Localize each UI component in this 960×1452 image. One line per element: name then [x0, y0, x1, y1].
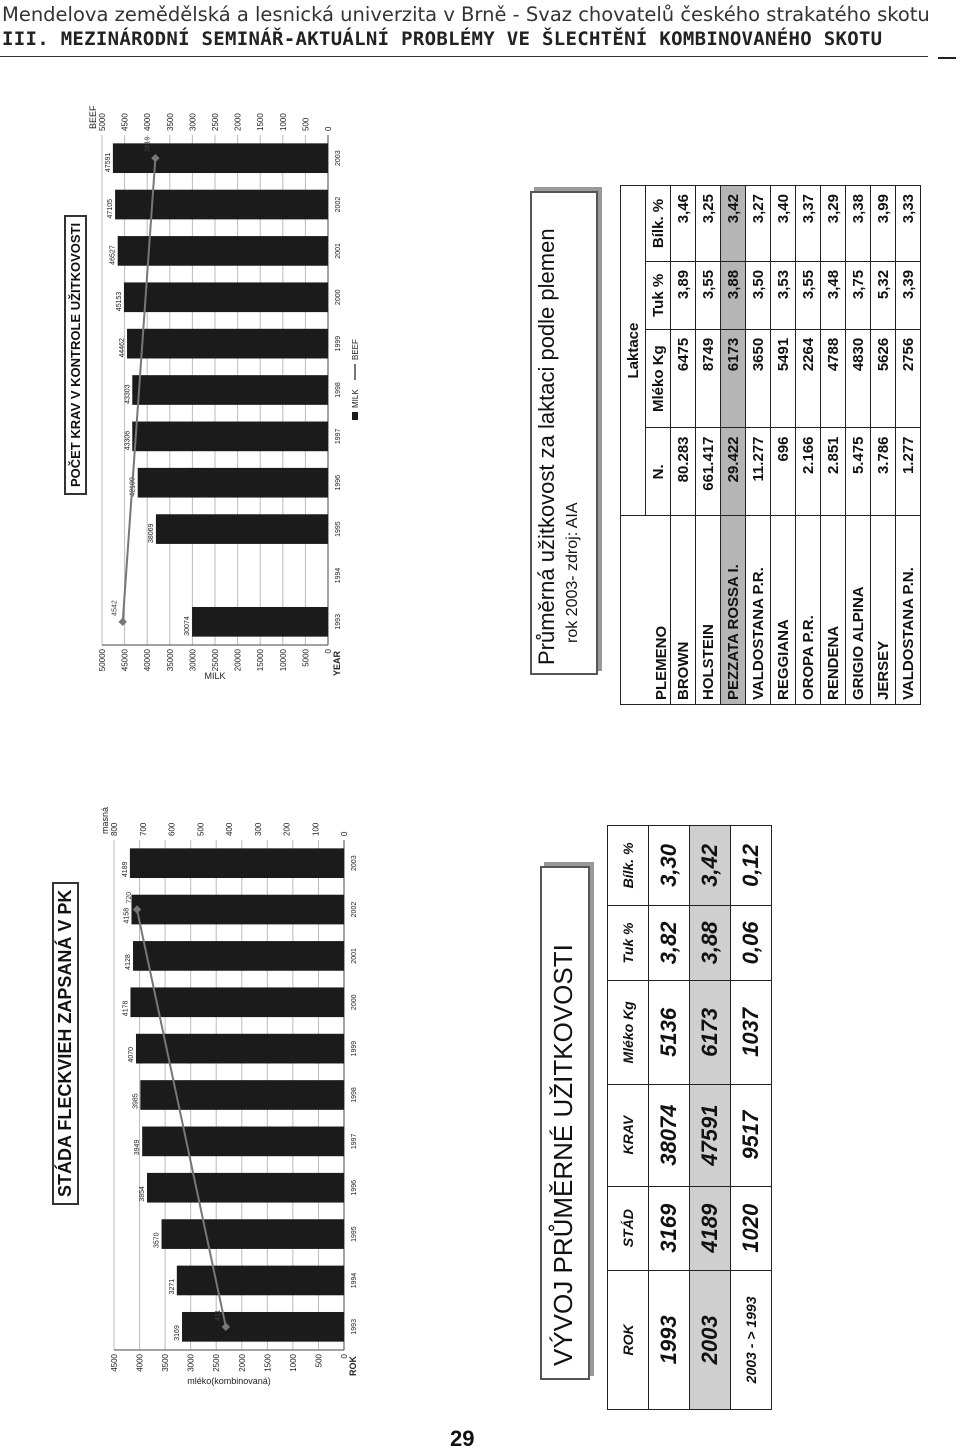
- bar: [162, 1219, 344, 1249]
- table-cell: 2003 - > 1993: [731, 1270, 772, 1409]
- y2-tick-label: 5000: [98, 113, 107, 131]
- bar: [133, 941, 344, 971]
- bar: [177, 1266, 344, 1296]
- table-cell: 3,75: [846, 261, 871, 329]
- y2-tick-label: 2000: [233, 113, 243, 131]
- y2-tick-label: 2500: [211, 113, 220, 131]
- table-cell: 6173: [690, 981, 731, 1085]
- column-header: Mléko Kg: [608, 981, 649, 1085]
- italy-banner: [530, 191, 598, 675]
- y2-tick-label: 4000: [143, 113, 153, 131]
- czech-panel: [52, 806, 872, 1410]
- table-cell: VALDOSTANA P.R.: [746, 516, 771, 705]
- table-row: [771, 186, 796, 705]
- x-tick-label: 2003: [351, 855, 358, 871]
- x-tick-label: 2003: [335, 150, 342, 166]
- table-cell: 2.851: [821, 428, 846, 516]
- table-row: [671, 186, 696, 705]
- bar: [182, 1309, 344, 1342]
- bar: [130, 987, 344, 1017]
- table-row: [721, 186, 746, 705]
- y-tick-label: 2500: [212, 1354, 222, 1372]
- x-tick-label: 2000: [335, 289, 342, 306]
- bar-value-label: 47591: [104, 152, 112, 173]
- y2-tick-label: 700: [138, 822, 148, 836]
- y-tick-label: 5000: [301, 649, 311, 667]
- table-cell: 5136: [649, 981, 690, 1085]
- x-tick-label: 1999: [351, 1040, 358, 1057]
- bar: [142, 1127, 344, 1157]
- bar-value-label: 30074: [184, 616, 192, 636]
- x-tick-label: 2000: [351, 994, 358, 1011]
- legend-label: BEEF: [351, 339, 360, 360]
- bar: [127, 329, 328, 359]
- italy-chart-title: POČET KRAV V KONTROLE UŽITKOVOSTI: [64, 215, 87, 495]
- italy-panel: [60, 105, 917, 705]
- bar: [131, 895, 344, 925]
- table-row: [649, 826, 690, 1410]
- bar-value-label: 43306: [124, 430, 132, 451]
- table-cell: 0,12: [731, 826, 772, 906]
- table-row: [896, 186, 921, 705]
- bar: [124, 282, 328, 312]
- y2-tick-label: 0: [340, 831, 349, 836]
- column-header: PLEMENO: [621, 516, 671, 705]
- x-tick-label: 1993: [351, 1319, 358, 1335]
- point-value-label: 411: [214, 1309, 222, 1321]
- table-cell: 3,89: [671, 261, 696, 329]
- table-cell: 3,39: [896, 261, 921, 329]
- legend-swatch: [352, 412, 358, 420]
- x-tick-label: 1998: [351, 1087, 358, 1103]
- y2-tick-label: 400: [225, 822, 234, 836]
- column-header: ROK: [608, 1270, 649, 1409]
- table-cell: 3650: [746, 329, 771, 428]
- y2-tick-label: 3000: [188, 113, 198, 131]
- x-tick-label: 1998: [335, 382, 342, 398]
- table-cell: 4830: [846, 329, 871, 428]
- czech-banner: [540, 866, 590, 1380]
- y2-tick-label: 1000: [278, 113, 288, 131]
- bar-value-label: 3169: [174, 1325, 182, 1341]
- y-tick-label: 0: [340, 1354, 349, 1359]
- table-cell: 3,38: [846, 186, 871, 262]
- y-tick-label: 2000: [237, 1354, 247, 1372]
- bar: [130, 848, 344, 878]
- table-cell: 3.786: [871, 428, 896, 516]
- table-cell: 3,55: [696, 261, 721, 329]
- bar-value-label: 4128: [125, 954, 133, 970]
- y2-tick-label: 800: [110, 822, 119, 836]
- x-tick-label: 1996: [351, 1179, 358, 1196]
- bar-value-label: 4178: [122, 1000, 130, 1017]
- y2-tick-label: 500: [301, 117, 311, 131]
- y-tick-label: 10000: [278, 649, 288, 672]
- table-cell: 80.283: [671, 428, 696, 516]
- bar-value-label: 3271: [168, 1278, 176, 1295]
- table-cell: BROWN: [671, 516, 696, 705]
- y2-axis-label: masná: [100, 806, 110, 834]
- table-cell: 3169: [649, 1186, 690, 1270]
- table-cell: 5626: [871, 329, 896, 428]
- y2-tick-label: 500: [196, 822, 206, 836]
- table-cell: 29.422: [721, 428, 746, 516]
- table-row: [846, 186, 871, 705]
- bar-value-label: 47105: [107, 198, 115, 219]
- table-row: [696, 186, 721, 705]
- x-tick-label: 2001: [335, 243, 342, 259]
- table-row: [821, 186, 846, 705]
- y-tick-label: 35000: [165, 649, 175, 672]
- table-cell: REGGIANA: [771, 516, 796, 705]
- czech-chart: [96, 790, 396, 1430]
- y2-tick-label: 300: [253, 822, 263, 836]
- y-tick-label: 0: [324, 649, 333, 654]
- table-cell: HOLSTEIN: [696, 516, 721, 705]
- table-cell: 3,48: [821, 261, 846, 329]
- bar-value-label: 3854: [139, 1186, 147, 1202]
- header-rule: [0, 56, 928, 57]
- table-cell: 3,55: [796, 261, 821, 329]
- column-header: N.: [646, 428, 671, 516]
- x-tick-label: 1996: [335, 474, 342, 491]
- czech-table: [607, 825, 772, 1410]
- table-cell: JERSEY: [871, 516, 896, 705]
- table-row: [746, 186, 771, 705]
- bar: [192, 607, 328, 637]
- table-cell: 3,50: [746, 261, 771, 329]
- table-cell: 6475: [671, 329, 696, 428]
- x-tick-label: 1997: [351, 1133, 358, 1150]
- table-cell: 3,82: [649, 905, 690, 980]
- bar-value-label: 38069: [147, 523, 155, 543]
- x-tick-label: 1994: [351, 1272, 358, 1289]
- table-row: [690, 826, 731, 1410]
- table-cell: 1020: [731, 1186, 772, 1270]
- italy-banner-subtitle: rok 2003- zdroj: AIA: [564, 502, 581, 643]
- y2-tick-label: 0: [324, 126, 333, 131]
- table-cell: 696: [771, 428, 796, 516]
- x-tick-label: 1995: [335, 521, 342, 537]
- y-tick-label: 25000: [211, 649, 220, 672]
- table-cell: 5,32: [871, 261, 896, 329]
- column-header: STÁD: [608, 1186, 649, 1270]
- bar-value-label: 4158: [123, 907, 131, 924]
- x-axis-label: YEAR: [332, 651, 342, 677]
- point-value-label: 720: [126, 891, 133, 904]
- table-cell: 3,33: [896, 186, 921, 262]
- italy-banner-title: Průměrná užitkovost za laktaci podle plemen: [534, 228, 559, 665]
- italy-chart: [90, 105, 390, 705]
- y-tick-label: 500: [314, 1354, 324, 1368]
- table-cell: 3,37: [796, 186, 821, 262]
- x-tick-label: 1994: [335, 567, 342, 584]
- table-header-row: [608, 826, 649, 1410]
- bar-value-label: 46527: [109, 245, 117, 265]
- table-cell: 5491: [771, 329, 796, 428]
- y-tick-label: 20000: [233, 649, 243, 672]
- table-cell: 11.277: [746, 428, 771, 516]
- column-header: Bílk. %: [646, 186, 671, 262]
- x-tick-label: 1995: [351, 1226, 358, 1242]
- column-header: Bílk. %: [608, 826, 649, 906]
- y-tick-label: 1500: [263, 1354, 273, 1372]
- table-cell: 2264: [796, 329, 821, 428]
- column-header: Mléko Kg: [646, 329, 671, 428]
- table-cell: RENDENA: [821, 516, 846, 705]
- table-row: [796, 186, 821, 705]
- table-cell: 47591: [690, 1084, 731, 1186]
- x-axis-label: ROK: [348, 1356, 358, 1376]
- y2-tick-label: 600: [167, 822, 177, 836]
- table-cell: GRIGIO ALPINA: [846, 516, 871, 705]
- x-tick-label: 2001: [351, 948, 358, 964]
- column-header: KRAV: [608, 1084, 649, 1186]
- bar: [156, 514, 328, 544]
- y2-tick-label: 200: [282, 822, 292, 836]
- y-tick-label: 50000: [98, 649, 107, 672]
- table-cell: OROPA P.R.: [796, 516, 821, 705]
- y-tick-label: 1000: [288, 1354, 298, 1372]
- header-line1: Mendelova zemědělská a lesnická univerzita v Brně - Svaz chovatelů českého strakatého skotu: [2, 3, 930, 26]
- column-header: Tuk %: [608, 905, 649, 980]
- table-cell: 2.166: [796, 428, 821, 516]
- bar-value-label: 4070: [127, 1046, 135, 1063]
- table-cell: 3,29: [821, 186, 846, 262]
- table-cell: 3,25: [696, 186, 721, 262]
- czech-banner-title: VÝVOJ PRŮMĚRNÉ UŽITKOVOSTI: [548, 944, 578, 1366]
- italy-table: [620, 185, 921, 705]
- bar-value-label: 44462: [119, 338, 127, 358]
- table-cell: 661.417: [696, 428, 721, 516]
- point-value-label: 4542: [111, 600, 119, 616]
- x-tick-label: 2002: [335, 196, 342, 213]
- bar-value-label: 3949: [134, 1139, 142, 1156]
- column-header: Tuk %: [646, 261, 671, 329]
- bar: [147, 1173, 344, 1203]
- y2-tick-label: 4500: [120, 113, 130, 131]
- table-row: [731, 826, 772, 1410]
- bar-value-label: 3985: [132, 1093, 140, 1109]
- table-cell: 3,42: [721, 186, 746, 262]
- table-cell: PEZZATA ROSSA I.: [721, 516, 746, 705]
- table-cell: 38074: [649, 1084, 690, 1186]
- table-cell: 9517: [731, 1084, 772, 1186]
- table-cell: 3,27: [746, 186, 771, 262]
- y-tick-label: 3500: [161, 1354, 171, 1372]
- table-cell: 1037: [731, 981, 772, 1085]
- table-cell: VALDOSTANA P.N.: [896, 516, 921, 705]
- table-cell: 0,06: [731, 905, 772, 980]
- legend-label: MILK: [351, 389, 360, 408]
- x-tick-label: 1999: [335, 335, 342, 352]
- table-cell: 5.475: [846, 428, 871, 516]
- bar: [115, 190, 328, 220]
- table-cell: 3,42: [690, 826, 731, 906]
- y-tick-label: 4000: [135, 1354, 145, 1372]
- table-cell: 8749: [696, 329, 721, 428]
- y2-tick-label: 1500: [256, 113, 266, 131]
- group-header: Laktace: [621, 186, 646, 516]
- bar-value-label: 4189: [121, 861, 129, 878]
- table-cell: 3,99: [871, 186, 896, 262]
- table-cell: 3,53: [771, 261, 796, 329]
- series-point: [118, 618, 126, 626]
- y-axis-label: MILK: [204, 671, 226, 681]
- y2-tick-label: 3500: [165, 113, 175, 131]
- bar: [132, 375, 328, 405]
- bar-value-label: 45153: [115, 291, 123, 312]
- x-tick-label: 1997: [335, 428, 342, 445]
- table-cell: 2003: [690, 1270, 731, 1409]
- table-row: [871, 186, 896, 705]
- y2-tick-label: 100: [311, 822, 321, 836]
- y-tick-label: 30000: [188, 649, 198, 672]
- bar-value-label: 42100: [129, 477, 137, 497]
- table-cell: 3,40: [771, 186, 796, 262]
- x-tick-label: 1993: [335, 614, 342, 630]
- bar: [140, 1080, 344, 1110]
- table-cell: 4189: [690, 1186, 731, 1270]
- series-line: [137, 910, 226, 1327]
- y-tick-label: 45000: [120, 649, 130, 672]
- x-tick-label: 2002: [351, 901, 358, 918]
- bar-value-label: 43303: [124, 384, 132, 404]
- bar: [138, 468, 328, 498]
- bar: [132, 422, 328, 452]
- y-axis-label: mléko(kombinovaná): [187, 1376, 271, 1386]
- table-cell: 3,88: [721, 261, 746, 329]
- table-cell: 6173: [721, 329, 746, 428]
- y-tick-label: 40000: [143, 649, 153, 672]
- point-value-label: 3819: [144, 136, 152, 153]
- y-tick-label: 4500: [110, 1354, 119, 1372]
- table-cell: 4788: [821, 329, 846, 428]
- header-tick: [938, 57, 956, 59]
- czech-chart-title: STÁDA FLECKVIEH ZAPSANÁ V PK: [52, 882, 79, 1205]
- y-tick-label: 15000: [256, 649, 266, 672]
- table-cell: 2756: [896, 329, 921, 428]
- page-number: 29: [450, 1426, 475, 1451]
- bar-value-label: 3570: [153, 1232, 161, 1248]
- y-tick-label: 3000: [186, 1354, 196, 1372]
- table-cell: 3,88: [690, 905, 731, 980]
- table-cell: 3,46: [671, 186, 696, 262]
- table-header-row: [621, 186, 646, 705]
- table-cell: 1993: [649, 1270, 690, 1409]
- y2-axis-label: BEEF: [88, 105, 98, 129]
- table-cell: 3,30: [649, 826, 690, 906]
- table-cell: 1.277: [896, 428, 921, 516]
- header-line2: III. MEZINÁRODNÍ SEMINÁŘ-AKTUÁLNÍ PROBLÉMY VE ŠLECHTĚNÍ KOMBINOVANÉHO SKOTU: [2, 28, 883, 50]
